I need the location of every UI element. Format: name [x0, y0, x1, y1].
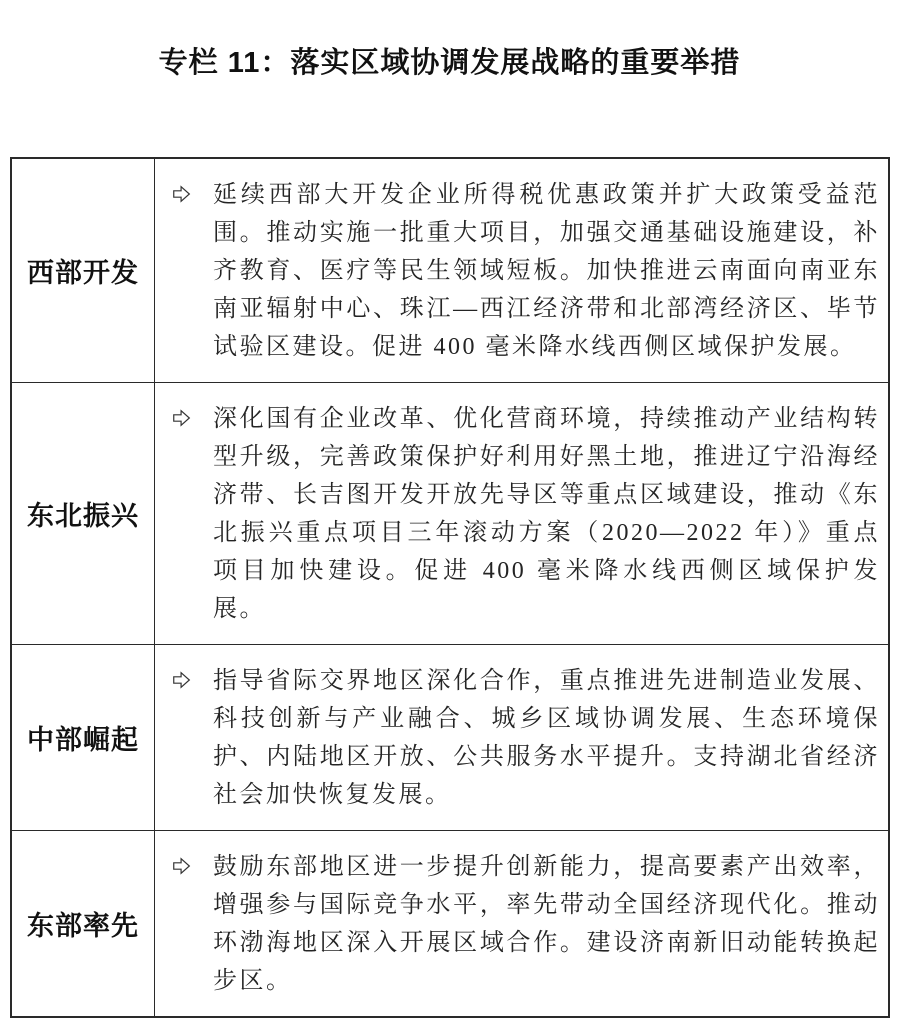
row-label-northeast-revitalization: 东北振兴	[12, 383, 155, 644]
table-row	[12, 383, 888, 645]
row-content	[155, 831, 888, 1016]
row-text: 深化国有企业改革、优化营商环境，持续推动产业结构转型升级，完善政策保护好利用好黑土地，推进辽宁沿海经济带、长吉图开发开放先导区等重点区域建设，推动《东北振兴重点项目三年滚动方案（2020—2022 年）》重点项目加快建设。促进 400 毫米降水线西侧区域保护发展。	[213, 406, 880, 622]
row-content	[155, 645, 888, 830]
row-text: 指导省际交界地区深化合作，重点推进先进制造业发展、科技创新与产业融合、城乡区域协调发展、生态环境保护、内陆地区开放、公共服务水平提升。支持湖北省经济社会加快恢复发展。	[213, 668, 880, 808]
table-row	[12, 159, 888, 383]
row-label-western-development: 西部开发	[12, 159, 155, 382]
row-label-eastern-leading: 东部率先	[12, 831, 155, 1016]
table-row	[12, 831, 888, 1016]
document-page	[0, 40, 899, 994]
row-content	[155, 383, 888, 644]
row-text: 延续西部大开发企业所得税优惠政策并扩大政策受益范围。推动实施一批重大项目，加强交通基础设施建设，补齐教育、医疗等民生领域短板。加快推进云南面向南亚东南亚辐射中心、珠江—西江经济带和北部湾经济区、毕节试验区建设。促进 400 毫米降水线西侧区域保护发展。	[213, 182, 880, 360]
rightwards-white-arrow-icon	[171, 855, 193, 877]
measures-table	[10, 157, 890, 1018]
rightwards-white-arrow-icon	[171, 669, 193, 691]
row-content	[155, 159, 888, 382]
page-title: 专栏 11：落实区域协调发展战略的重要举措	[158, 47, 741, 79]
row-label-central-rise: 中部崛起	[12, 645, 155, 830]
rightwards-white-arrow-icon	[171, 183, 193, 205]
rightwards-white-arrow-icon	[171, 407, 193, 429]
table-row	[12, 645, 888, 831]
row-text: 鼓励东部地区进一步提升创新能力，提高要素产出效率，增强参与国际竞争水平，率先带动全国经济现代化。推动环渤海地区深入开展区域合作。建设济南新旧动能转换起步区。	[213, 854, 880, 994]
